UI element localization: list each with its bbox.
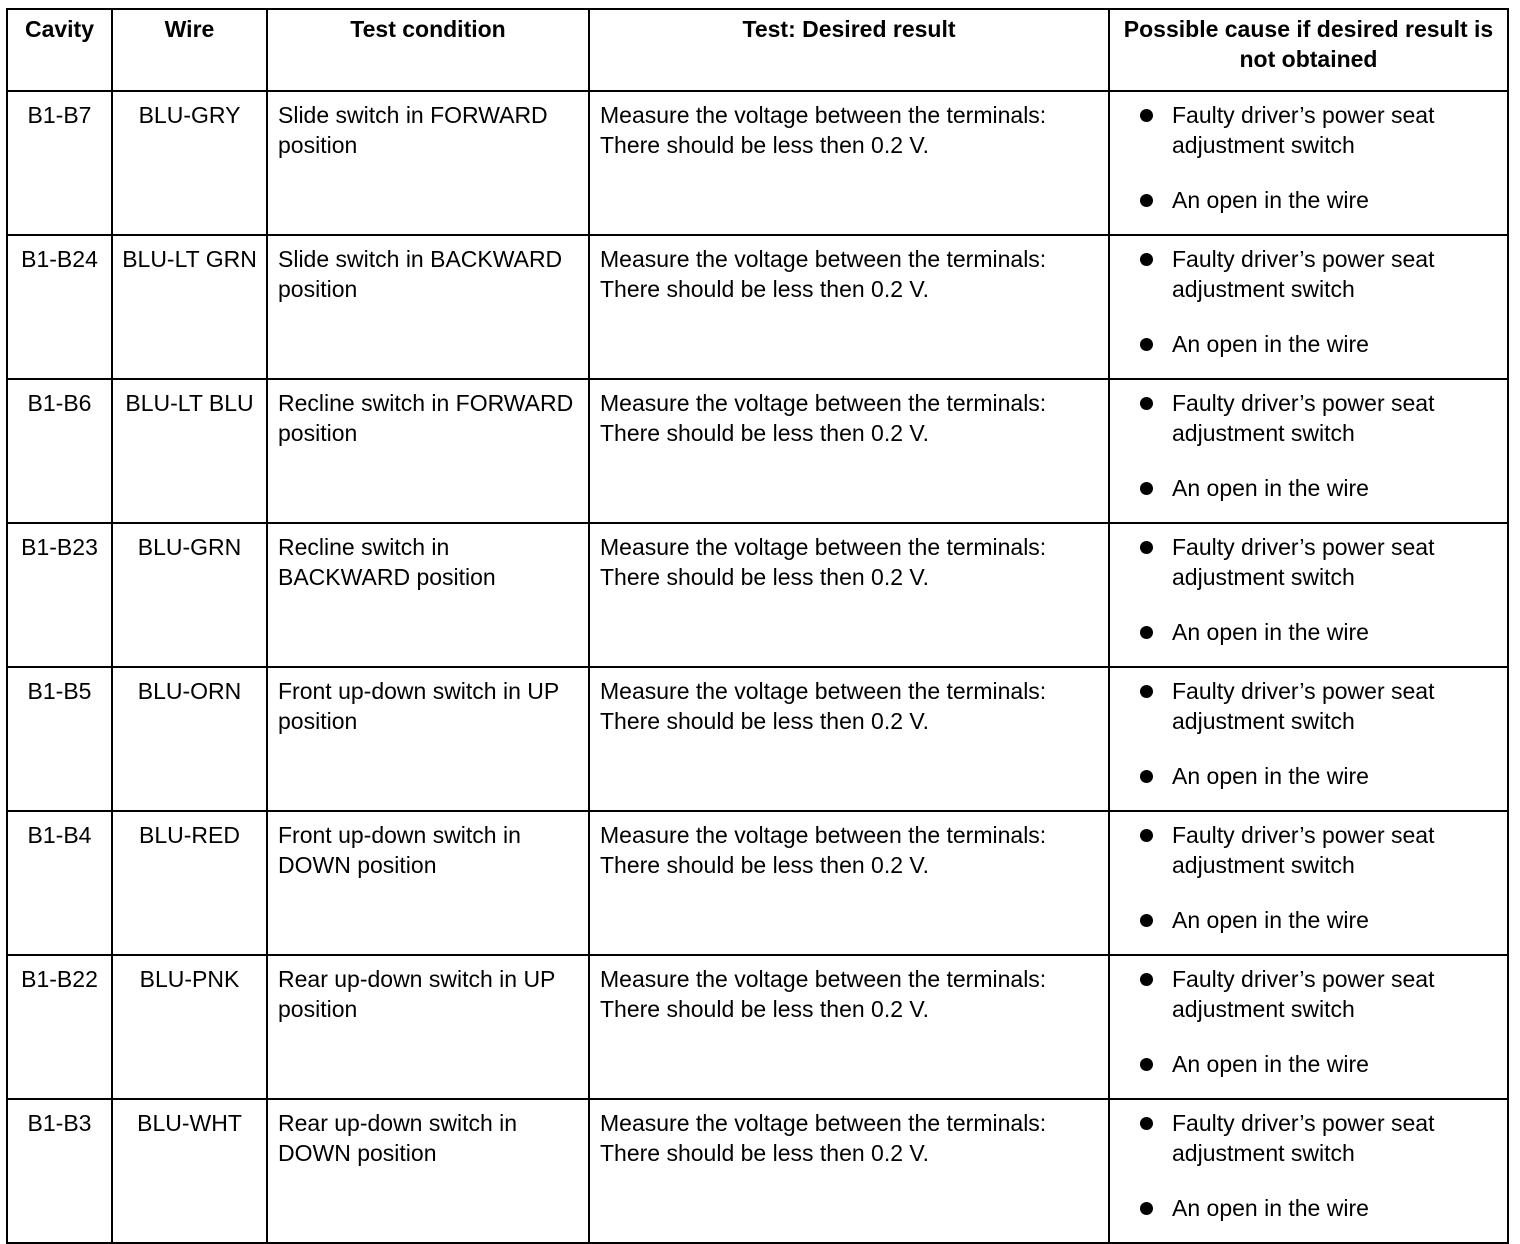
cause-cell [1109,91,1508,235]
bullet-icon [1140,626,1153,639]
cause-text: Faulty driver’s power seat adjustment switch [1172,822,1435,878]
table-row [7,1099,1508,1243]
cause-list [1110,964,1499,1079]
cause-item [1110,676,1499,736]
cause-item [1110,473,1499,503]
cause-list [1110,1108,1499,1223]
bullet-icon [1140,685,1153,698]
condition-cell: Recline switch in FORWARD position [267,379,589,523]
cause-item [1110,185,1499,215]
cause-text: Faulty driver’s power seat adjustment switch [1172,1110,1435,1166]
cause-text: An open in the wire [1172,1051,1369,1077]
bullet-icon [1140,770,1153,783]
cause-text: Faulty driver’s power seat adjustment switch [1172,678,1435,734]
cause-item [1110,1193,1499,1223]
cause-cell [1109,523,1508,667]
header-cavity: Cavity [7,9,112,91]
cavity-cell: B1-B6 [7,379,112,523]
header-desired-result: Test: Desired result [589,9,1109,91]
table-row [7,91,1508,235]
result-cell: Measure the voltage between the terminals: There should be less then 0.2 V. [589,955,1109,1099]
bullet-icon [1140,914,1153,927]
cavity-cell: B1-B23 [7,523,112,667]
condition-cell: Front up-down switch in DOWN position [267,811,589,955]
header-test-condition: Test condition [267,9,589,91]
cause-cell [1109,955,1508,1099]
table-row [7,379,1508,523]
condition-cell: Recline switch in BACKWARD position [267,523,589,667]
wire-cell: BLU-WHT [112,1099,267,1243]
cavity-cell: B1-B5 [7,667,112,811]
cavity-cell: B1-B3 [7,1099,112,1243]
cause-cell [1109,667,1508,811]
cause-item [1110,1049,1499,1079]
wire-cell: BLU-ORN [112,667,267,811]
cause-cell [1109,379,1508,523]
cause-cell [1109,811,1508,955]
bullet-icon [1140,1058,1153,1071]
cavity-cell: B1-B7 [7,91,112,235]
cause-cell [1109,1099,1508,1243]
cause-text: Faulty driver’s power seat adjustment switch [1172,246,1435,302]
condition-cell: Slide switch in FORWARD position [267,91,589,235]
result-cell: Measure the voltage between the terminals: There should be less then 0.2 V. [589,523,1109,667]
table-body [7,91,1508,1243]
wire-cell: BLU-GRY [112,91,267,235]
bullet-icon [1140,829,1153,842]
cause-text: An open in the wire [1172,187,1369,213]
cause-list [1110,388,1499,503]
cavity-cell: B1-B22 [7,955,112,1099]
cause-item [1110,964,1499,1024]
cavity-cell: B1-B4 [7,811,112,955]
cause-item [1110,329,1499,359]
cause-text: Faulty driver’s power seat adjustment switch [1172,390,1435,446]
cause-list [1110,820,1499,935]
bullet-icon [1140,338,1153,351]
condition-cell: Slide switch in BACKWARD position [267,235,589,379]
result-cell: Measure the voltage between the terminals: There should be less then 0.2 V. [589,379,1109,523]
header-possible-cause: Possible cause if desired result is not obtained [1109,9,1508,91]
cause-list [1110,100,1499,215]
cause-text: An open in the wire [1172,907,1369,933]
bullet-icon [1140,1117,1153,1130]
cause-text: Faulty driver’s power seat adjustment switch [1172,102,1435,158]
header-wire: Wire [112,9,267,91]
cause-cell [1109,235,1508,379]
cause-list [1110,532,1499,647]
cause-list [1110,244,1499,359]
cause-text: An open in the wire [1172,619,1369,645]
header-row [7,9,1508,91]
cause-item [1110,820,1499,880]
cause-text: An open in the wire [1172,763,1369,789]
wire-cell: BLU-RED [112,811,267,955]
cause-text: An open in the wire [1172,1195,1369,1221]
bullet-icon [1140,482,1153,495]
bullet-icon [1140,253,1153,266]
cause-item [1110,244,1499,304]
table-row [7,955,1508,1099]
result-cell: Measure the voltage between the terminals: There should be less then 0.2 V. [589,811,1109,955]
cause-item [1110,905,1499,935]
diagnostic-table [6,8,1509,1244]
cause-item [1110,617,1499,647]
bullet-icon [1140,973,1153,986]
wire-cell: BLU-GRN [112,523,267,667]
cause-text: Faulty driver’s power seat adjustment switch [1172,966,1435,1022]
wire-cell: BLU-PNK [112,955,267,1099]
cause-text: Faulty driver’s power seat adjustment switch [1172,534,1435,590]
table-row [7,811,1508,955]
cause-text: An open in the wire [1172,475,1369,501]
result-cell: Measure the voltage between the terminals: There should be less then 0.2 V. [589,1099,1109,1243]
condition-cell: Front up-down switch in UP position [267,667,589,811]
bullet-icon [1140,194,1153,207]
bullet-icon [1140,109,1153,122]
bullet-icon [1140,397,1153,410]
bullet-icon [1140,541,1153,554]
wire-cell: BLU-LT GRN [112,235,267,379]
cause-text: An open in the wire [1172,331,1369,357]
table-row [7,523,1508,667]
table-row [7,667,1508,811]
condition-cell: Rear up-down switch in UP position [267,955,589,1099]
result-cell: Measure the voltage between the terminals: There should be less then 0.2 V. [589,667,1109,811]
cause-item [1110,100,1499,160]
cause-item [1110,761,1499,791]
cause-item [1110,532,1499,592]
result-cell: Measure the voltage between the terminals: There should be less then 0.2 V. [589,91,1109,235]
cavity-cell: B1-B24 [7,235,112,379]
table-row [7,235,1508,379]
result-cell: Measure the voltage between the terminals: There should be less then 0.2 V. [589,235,1109,379]
cause-item [1110,388,1499,448]
cause-item [1110,1108,1499,1168]
condition-cell: Rear up-down switch in DOWN position [267,1099,589,1243]
cause-list [1110,676,1499,791]
wire-cell: BLU-LT BLU [112,379,267,523]
